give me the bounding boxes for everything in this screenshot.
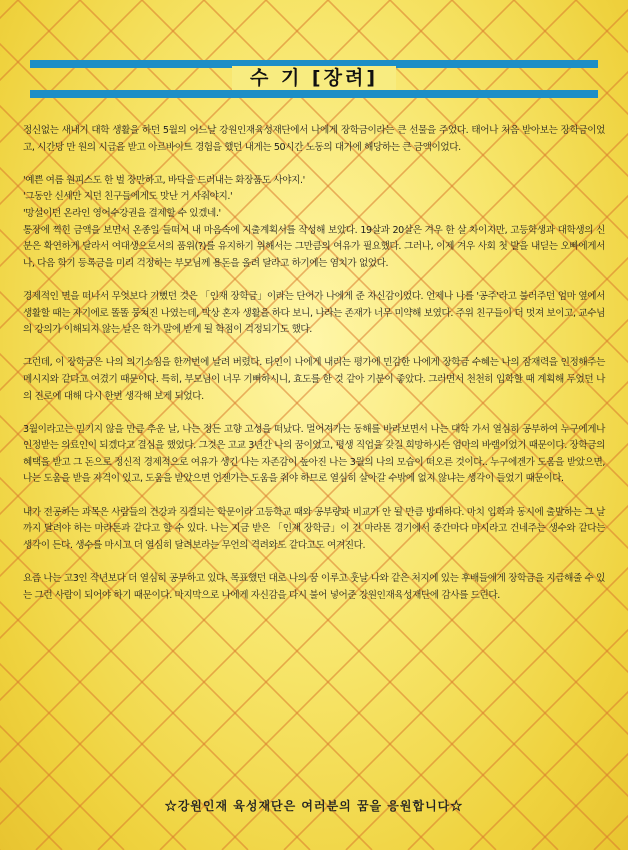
paragraph-intro: 정신없는 새내기 대학 생활을 하던 5월의 어느날 강원인재육성재단에서 나에게 장학금이라는 큰 선물을 주었다. 태어나 처음 받아보는 장학금이었고, 시간당 만 원의 시급을 받고 아르바이트 경험을 했던 내게는 50시간 노동의 대가에 해당하는 큰 금액이었다. [23,125,605,153]
paragraph-march: 3월이라고는 믿기지 않을 만큼 추운 날, 나는 정든 고향 고성을 떠났다. 멀어져가는 동해를 바라보면서 나는 대학 가서 열심히 공부하여 누구에게나 인정받는 의료인이 되겠다고 결심을 했었다. 그것은 고교 3년간 나의 꿈이었고, 평생 직업을 갖길 희망하시는 엄마의 바램이었기 때문이다. 장학금의 혜택을 받고 그 돈으로 정신적 경제적으로 여유가 생긴 나는 자존감이 높아진 나는 3월의 나의 모습이 떠오른 것이다.. 누구에겐가 도움을 받았으면, 나는 도움을 받을 자격이 있고, 도움을 받았으면 언젠가는 도움을 줘야 하므로 열심히 살아갈 수밖에 없지 않냐는 생각이 들었기 때문이다. [23,423,605,485]
essay-body [23,123,605,621]
paragraph-scholarship-effect: 그런데, 이 장학금은 나의 의기소침을 한꺼번에 날려 버렸다. 타인이 나에게 내리는 평가에 민감한 나에게 장학금 수혜는 나의 잠재력을 인정해주는 메시지와 같다고 여겼기 때문이다. 특히, 부모님이 너무 기뻐하시니, 효도를 한 것 같아 기분이 좋았다. 그러면서 천천히 입학할 때 계획해 두었던 나의 진로에 대해 다시 한번 생각해 보게 되었다. [23,357,605,402]
paragraph-closing: 요즘 나는 고3인 작년보다 더 열심히 공부하고 있다. 목표했던 대로 나의 꿈 이루고 훗날 나와 같은 처지에 있는 후배들에게 장학금을 지급해줄 수 있는 그런 사람이 되어야 하기 때문이다. 마지막으로 나에게 자신감을 다시 불어 넣어준 강원인재육성재단에 감사를 드린다. [23,573,605,601]
page-title: 수 기 [장려] [232,66,396,90]
paragraph-confidence: 경제적인 면을 떠나서 무엇보다 기뻤던 것은 「인재 장학금」이라는 단어가 나에게 준 자신감이었다. 언제나 나를 '공주'라고 불러주던 엄마 옆에서 생활할 때는 자기에로 똘똘 뭉쳐진 나였는데, 막상 혼자 생활을 하다 보니, 나라는 존재가 너무 미약해 보였다. 주위 친구들이 더 멋져 보이고, 교수님의 강의가 이해되지 않는 날은 학기 말에 받게 될 학점이 걱정되기도 했다. [23,290,605,336]
paragraph-quotes [23,173,605,273]
paragraph-major: 내가 전공하는 과목은 사람들의 건강과 직결되는 학문이라 고등학교 때와 공부량과 비교가 안 될 만큼 방대하다. 마치 입학과 동시에 출발하는 그 날까지 달려야 하는 마라톤과 같다고 할 수 있다. 나는 지금 받은 「인재 장학금」이 긴 마라톤 경기에서 중간마다 마시라고 건네주는 생수와 같다는 생각이 든다. 생수를 마시고 더 열심히 달려보라는 무언의 격려와도 같다고도 여겨진다. [23,506,605,551]
quote-line-2: '그동안 신세만 지던 친구들에게도 맛난 거 사줘야지.' [23,191,233,203]
title-bar-bottom [30,90,598,98]
footer-slogan: ☆강원인재 육성재단은 여러분의 꿈을 응원합니다☆ [164,799,464,813]
title-banner [0,66,628,90]
quote-line-3: '망설이던 온라인 영어수강권을 결제할 수 있겠네.' [23,207,221,219]
quote-followup: 통장에 찍힌 금액을 보면서 온종일 들떠서 내 마음속에 지출계획서를 작성해 보았다. 19살과 20살은 겨우 한 살 차이지만, 고등학생과 대학생의 신분은 확연하게 달라서 여대생으로서의 품위(?)를 유지하기 위해서는 그만큼의 여유가 필요했다. 그러나, 이제 겨우 사회 첫 발을 내딛는 오빠에게서나, 다음 학기 등록금을 미리 걱정하는 부모님께 용돈을 올려 달라고 하기에는 염치가 없었다. [23,224,605,269]
quote-line-1: '예쁜 여름 원피스도 한 벌 장만하고, 바닥을 드러내는 화장품도 사야지.' [23,174,305,186]
